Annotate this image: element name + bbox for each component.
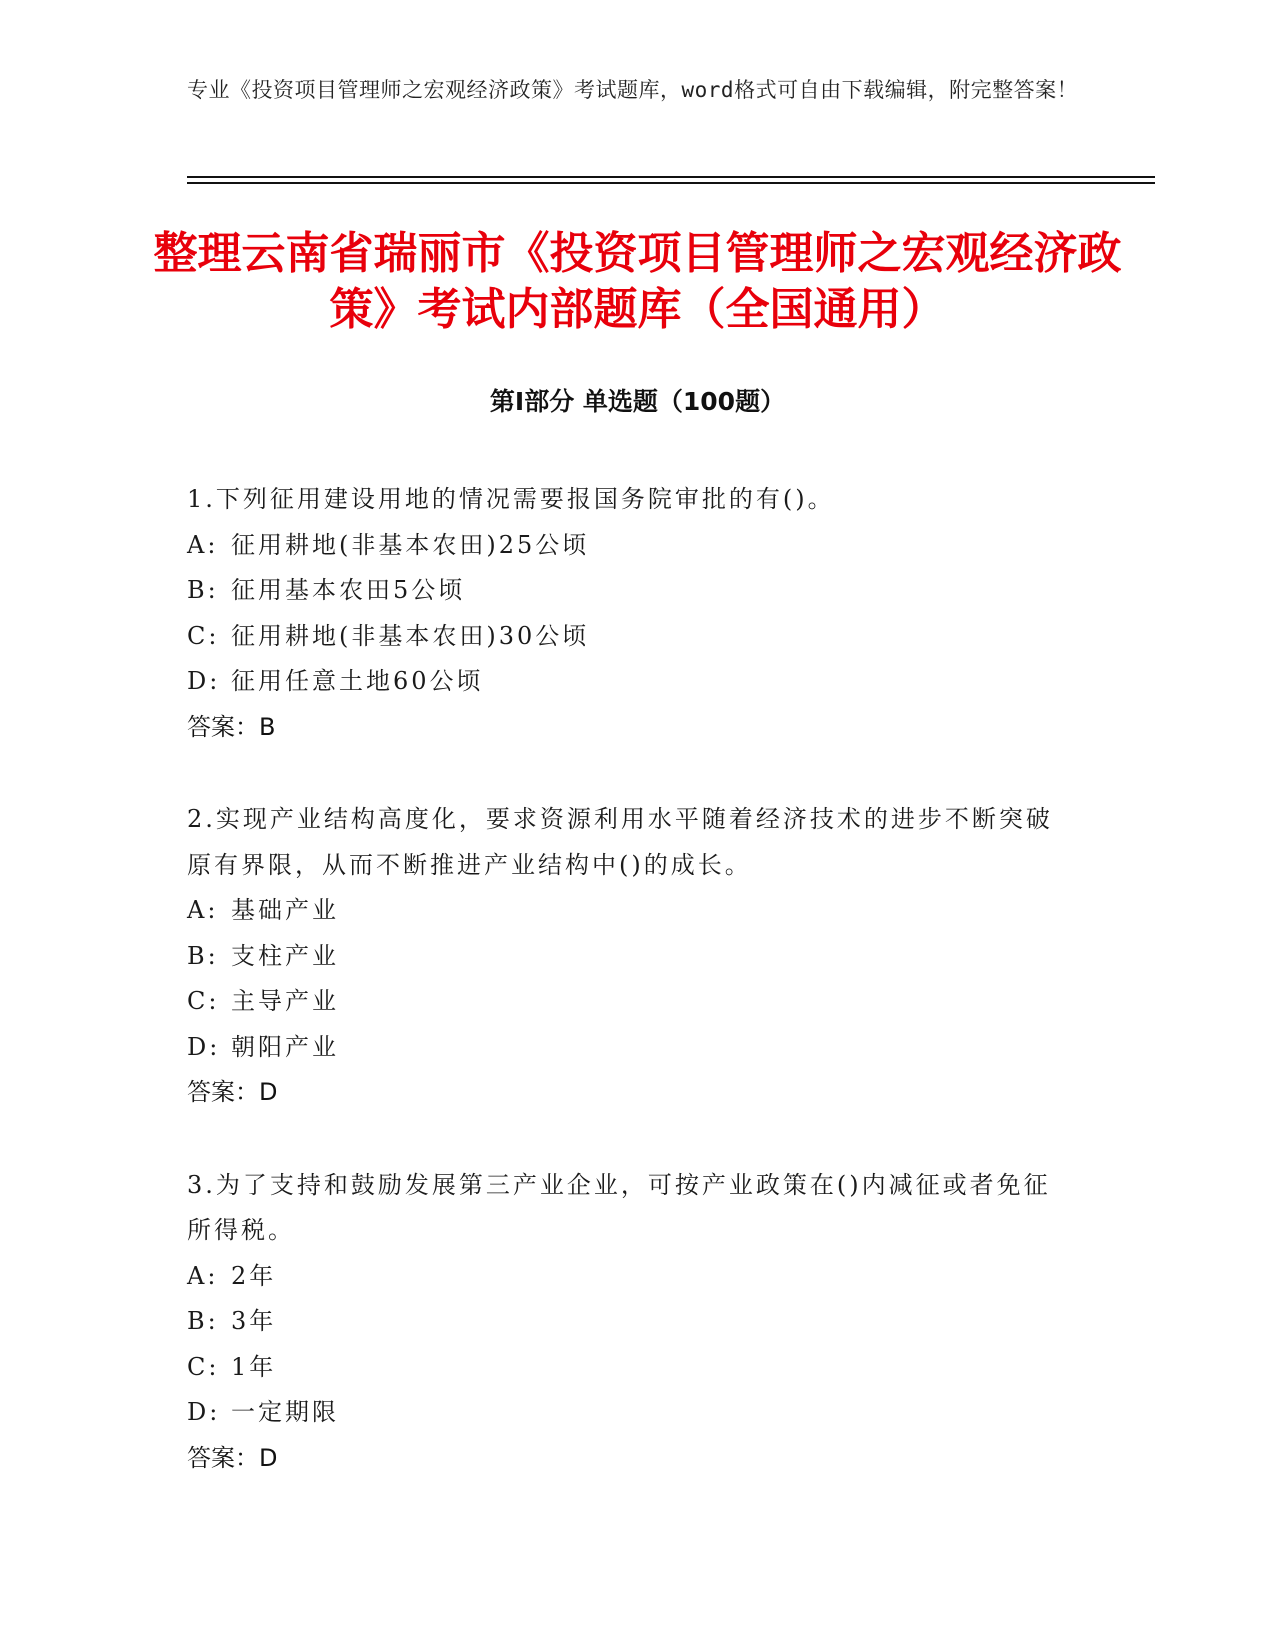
question-3 bbox=[187, 1163, 1067, 1482]
question-text: 3.为了支持和鼓励发展第三产业企业，可按产业政策在()内减征或者免征所得税。 bbox=[187, 1170, 1051, 1244]
question-text: 2.实现产业结构高度化，要求资源利用水平随着经济技术的进步不断突破原有界限，从而不断推进产业结构中()的成长。 bbox=[187, 805, 1053, 879]
option-letter: B: bbox=[187, 1307, 219, 1335]
option-text: 2年 bbox=[231, 1261, 277, 1290]
option-d bbox=[187, 659, 1067, 705]
option-b bbox=[187, 934, 1067, 980]
option-text: 3年 bbox=[231, 1307, 277, 1335]
option-text: 基础产业 bbox=[231, 896, 339, 924]
answer: 答案：B bbox=[187, 712, 276, 741]
option-text: 1年 bbox=[231, 1352, 277, 1381]
header-divider-bottom bbox=[187, 182, 1155, 184]
option-letter: C: bbox=[187, 987, 220, 1015]
option-letter: D: bbox=[187, 1398, 221, 1426]
option-a bbox=[187, 523, 1067, 569]
option-text: 支柱产业 bbox=[231, 941, 339, 970]
option-a bbox=[187, 1254, 1067, 1300]
header-note: 专业《投资项目管理师之宏观经济政策》考试题库，word格式可自由下载编辑，附完整答案！ bbox=[187, 78, 1079, 102]
answer: 答案：D bbox=[187, 1078, 278, 1106]
option-c bbox=[187, 979, 1067, 1025]
option-text: 征用耕地(非基本农田)30公顷 bbox=[231, 621, 590, 650]
option-letter: A: bbox=[187, 1261, 219, 1290]
option-letter: B: bbox=[187, 576, 219, 604]
option-letter: B: bbox=[187, 941, 219, 970]
option-letter: C: bbox=[187, 1352, 220, 1381]
question-text: 1.下列征用建设用地的情况需要报国务院审批的有()。 bbox=[187, 485, 835, 513]
option-d bbox=[187, 1025, 1067, 1071]
option-letter: C: bbox=[187, 621, 220, 650]
option-letter: D: bbox=[187, 667, 221, 695]
question-2 bbox=[187, 797, 1067, 1116]
document-title: 整理云南省瑞丽市《投资项目管理师之宏观经济政策》考试内部题库（全国通用） bbox=[153, 228, 1122, 335]
header-divider-top bbox=[187, 176, 1155, 178]
option-text: 朝阳产业 bbox=[231, 1032, 339, 1061]
option-d bbox=[187, 1390, 1067, 1436]
option-b bbox=[187, 568, 1067, 614]
question-list bbox=[187, 477, 1067, 1528]
section-title: 第Ⅰ部分 单选题（100题） bbox=[489, 387, 786, 416]
option-text: 主导产业 bbox=[231, 987, 339, 1015]
option-text: 征用基本农田5公顷 bbox=[231, 576, 466, 604]
option-c bbox=[187, 614, 1067, 660]
option-a bbox=[187, 888, 1067, 934]
question-1 bbox=[187, 477, 1067, 750]
option-c bbox=[187, 1345, 1067, 1391]
option-letter: A: bbox=[187, 896, 219, 924]
option-text: 征用耕地(非基本农田)25公顷 bbox=[231, 530, 590, 559]
option-letter: D: bbox=[187, 1032, 221, 1061]
option-b bbox=[187, 1299, 1067, 1345]
option-letter: A: bbox=[187, 530, 219, 559]
answer: 答案：D bbox=[187, 1443, 278, 1472]
option-text: 征用任意土地60公顷 bbox=[231, 667, 484, 695]
option-text: 一定期限 bbox=[231, 1398, 339, 1426]
